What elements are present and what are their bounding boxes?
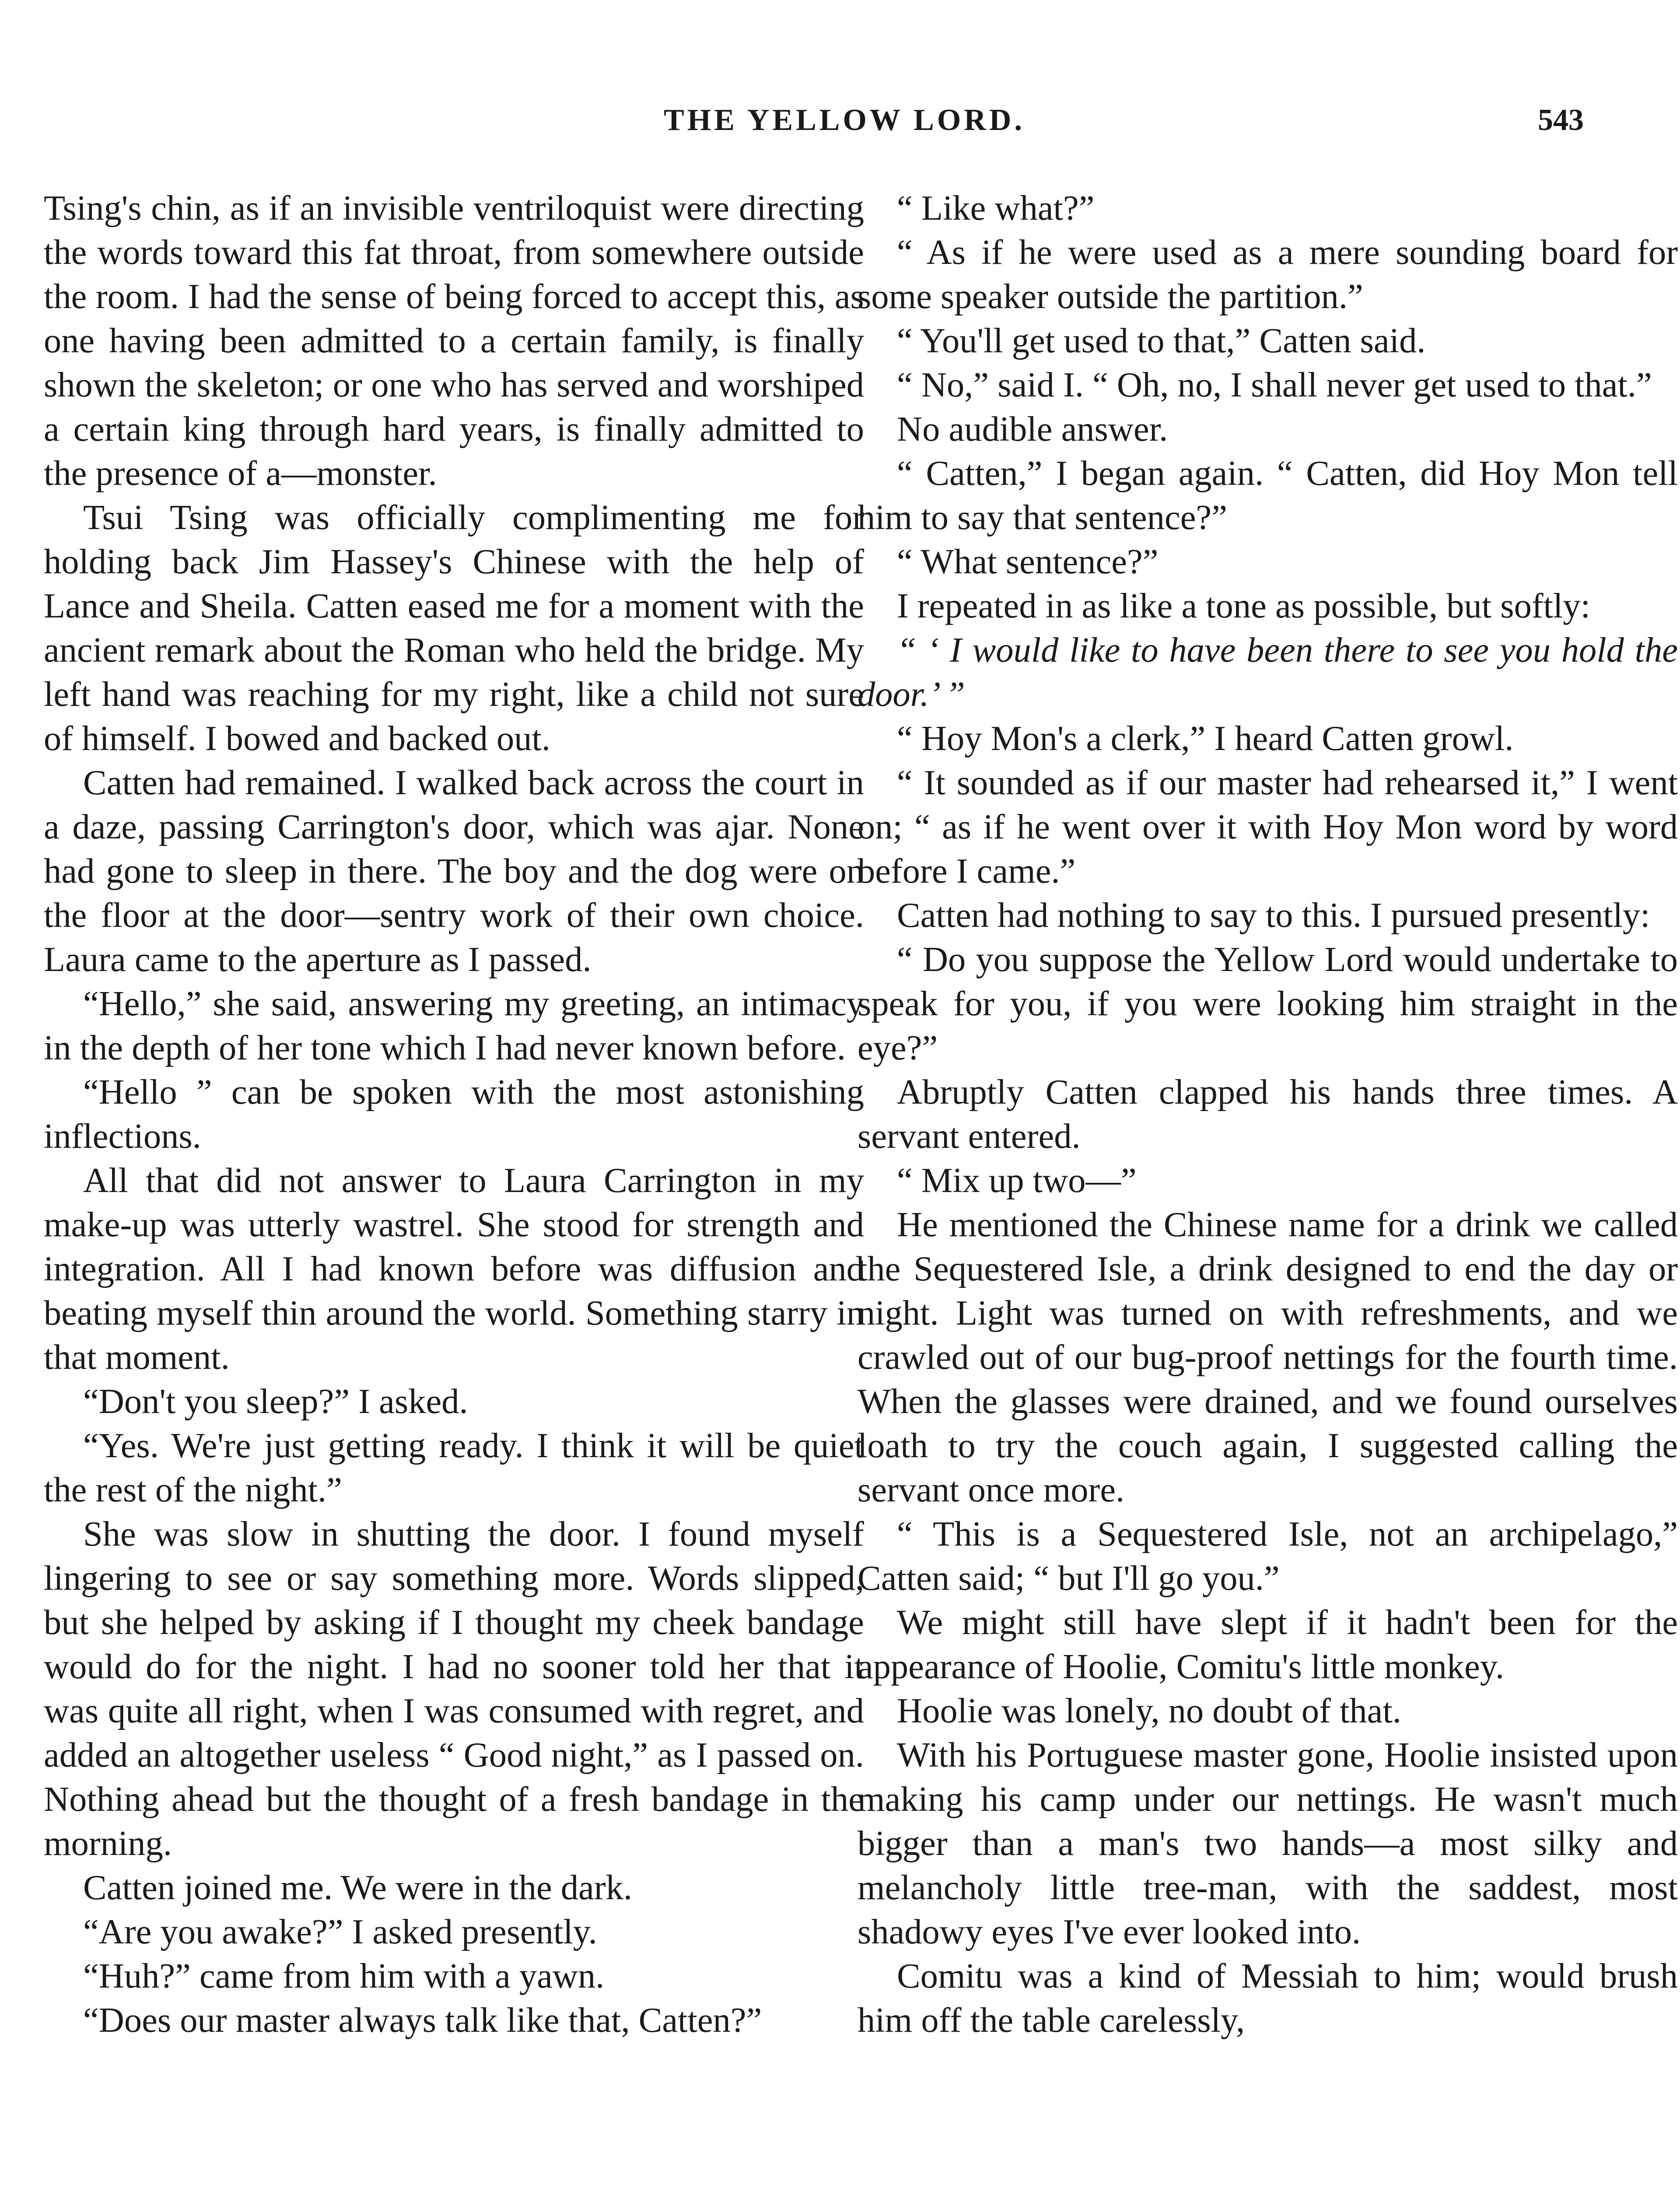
paragraph: “Are you awake?” I asked presently. (83, 1912, 597, 1951)
paragraph: With his Portuguese master gone, Hoolie insisted upon making his camp under our nettings. He wasn't much bigger than a man's two hands—a most silky and melancholy little tree-man, with the saddest, most shadowy eyes I've ever looked into. (858, 1736, 1678, 1951)
paragraph: “Yes. We're just getting ready. I think it will be quiet the rest of the night.” (44, 1426, 864, 1509)
paragraph: “ Like what?” (897, 189, 1095, 228)
paragraph: No audible answer. (897, 410, 1168, 449)
paragraph: “Hello ” can be spoken with the most astonishing inflections. (44, 1073, 864, 1156)
page-number: 543 (1538, 103, 1584, 137)
paragraph: Catten had nothing to say to this. I pursued presently: (897, 896, 1650, 935)
left-column (44, 186, 864, 2042)
paragraph: Hoolie was lonely, no doubt of that. (897, 1691, 1401, 1730)
paragraph: Abruptly Catten clapped his hands three times. A servant entered. (858, 1073, 1678, 1156)
paragraph: “ Catten,” I began again. “ Catten, did Hoy Mon tell him to say that sentence?” (858, 454, 1678, 537)
paragraph: “Huh?” came from him with a yawn. (83, 1957, 605, 1995)
paragraph: Tsui Tsing was officially complimenting me for holding back Jim Hassey's Chinese with the help of Lance and Sheila. Catten eased me for a moment with the ancient remark about the Roman who held the bridge. My left hand was reaching for my right, like a child not sure of himself. I bowed and backed out. (44, 498, 864, 758)
paragraph: “ You'll get used to that,” Catten said. (897, 321, 1426, 360)
paragraph: “Don't you sleep?” I asked. (83, 1382, 468, 1421)
running-title: THE YELLOW LORD. (664, 103, 1025, 137)
paragraph: “ No,” said I. “ Oh, no, I shall never get used to that.” (897, 365, 1652, 404)
paragraph: “Does our master always talk like that, Catten?” (83, 2001, 762, 2040)
paragraph: He mentioned the Chinese name for a drink we called the Sequestered Isle, a drink designed to end the day or night. Light was turned on with refreshments, and we crawled out of our bug-proof nettings for the fourth time. When the glasses were drained, and we found ourselves loath to try the couch again, I suggested calling the servant once more. (858, 1205, 1678, 1509)
paragraph: Comitu was a kind of Messiah to him; would brush him off the table carelessly, (858, 1957, 1678, 2040)
paragraph: All that did not answer to Laura Carrington in my make-up was utterly wastrel. She stood for strength and integration. All I had known before was diffusion and beating myself thin around the world. Something starry in that moment. (44, 1161, 864, 1377)
page-header (0, 103, 1680, 151)
italic-quote: “ ‘ I would like to have been there to see you hold the door.’ ” (858, 631, 1678, 714)
paragraph: “Hello,” she said, answering my greeting, an intimacy in the depth of her tone which I had never known before. (44, 984, 864, 1067)
right-column (858, 186, 1678, 2042)
paragraph: “ What sentence?” (897, 542, 1158, 581)
paragraph: Catten had remained. I walked back across the court in a daze, passing Carrington's door, which was ajar. None had gone to sleep in there. The boy and the dog were on the floor at the door—sentry work of their own choice. Laura came to the aperture as I passed. (44, 763, 864, 979)
paragraph: I repeated in as like a tone as possible, but softly: (897, 586, 1591, 625)
paragraph: Catten joined me. We were in the dark. (83, 1868, 633, 1907)
paragraph: Tsing's chin, as if an invisible ventriloquist were directing the words toward this fat throat, from somewhere outside the room. I had the sense of being forced to accept this, as one having been admitted to a certain family, is finally shown the skeleton; or one who has served and worshiped a certain king through hard years, is finally admitted to the presence of a—monster. (44, 189, 864, 493)
paragraph: We might still have slept if it hadn't been for the appearance of Hoolie, Comitu's little monkey. (858, 1603, 1678, 1686)
paragraph: “ Hoy Mon's a clerk,” I heard Catten growl. (897, 719, 1514, 758)
paragraph: “ This is a Sequestered Isle, not an archipelago,” Catten said; “ but I'll go you.” (858, 1515, 1678, 1598)
paragraph: “ Do you suppose the Yellow Lord would undertake to speak for you, if you were looking him straight in the eye?” (858, 940, 1678, 1067)
paragraph: “ Mix up two—” (897, 1161, 1137, 1200)
paragraph: She was slow in shutting the door. I found myself lingering to see or say something more. Words slipped, but she helped by asking if I thought my cheek bandage would do for the night. I had no sooner told her that it was quite all right, when I was consumed with regret, and added an altogether useless “ Good night,” as I passed on. Nothing ahead but the thought of a fresh bandage in the morning. (44, 1515, 864, 1863)
paragraph: “ It sounded as if our master had rehearsed it,” I went on; “ as if he went over it with Hoy Mon word by word before I came.” (858, 763, 1678, 891)
paragraph: “ As if he were used as a mere sounding board for some speaker outside the partition.” (858, 233, 1678, 316)
